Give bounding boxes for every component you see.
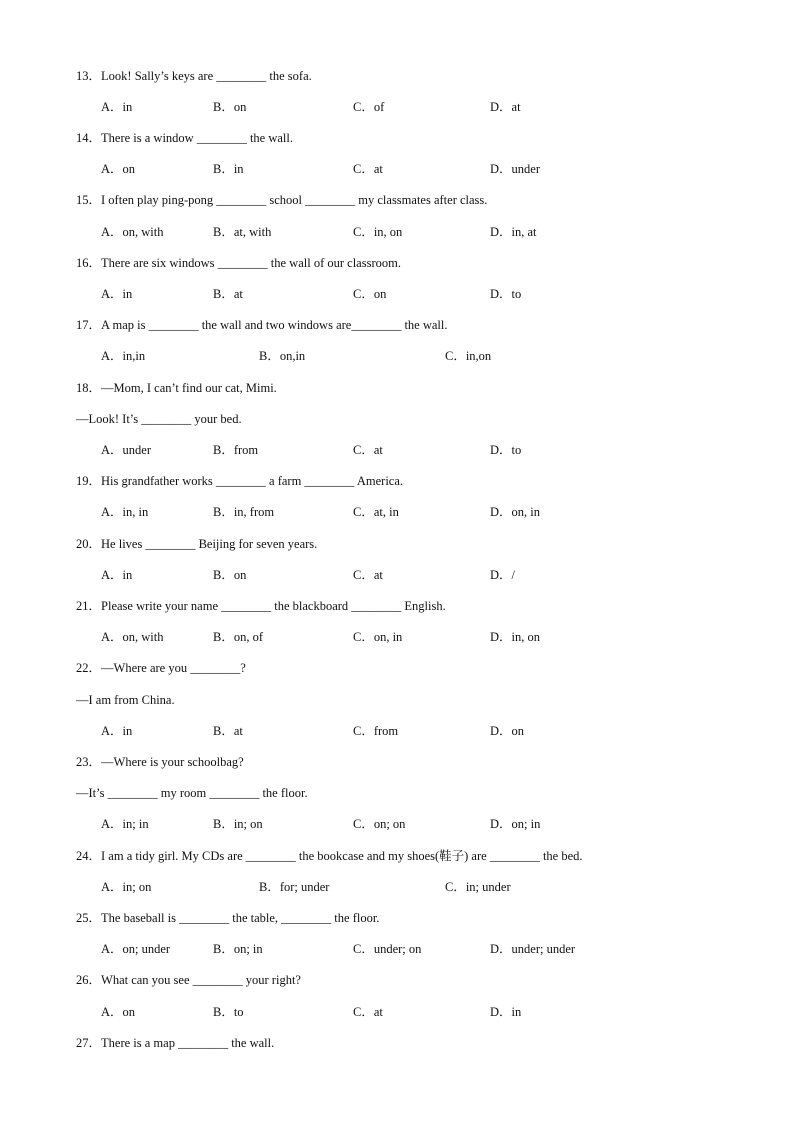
question-text: —Mom, I can’t find our cat, Mimi. (101, 381, 277, 395)
option-d: D．under; under (490, 942, 576, 956)
question-text: I often play ping-pong ________ school ________ my classmates after class. (101, 193, 488, 207)
question-number: 19． (76, 474, 102, 488)
option-b: B．on (213, 100, 247, 114)
question-16 (76, 255, 401, 271)
option-d: D．in, at (490, 225, 537, 239)
option-a: A．on; under (101, 942, 171, 956)
question-text: The baseball is ________ the table, ________ the floor. (101, 911, 380, 925)
question-17 (76, 317, 448, 333)
question-number: 23． (76, 755, 102, 769)
option-b: B．in (213, 162, 244, 176)
question-26 (76, 972, 301, 988)
option-c: C．in, on (353, 225, 403, 239)
question-text: Please write your name ________ the blackboard ________ English. (101, 599, 446, 613)
option-a: A．in (101, 287, 133, 301)
option-a: A．in; in (101, 817, 149, 831)
question-number: 24． (76, 849, 102, 863)
option-b: B．at (213, 724, 243, 738)
question-text-line2: —I am from China. (76, 693, 175, 707)
option-c: C．of (353, 100, 385, 114)
question-text: —Where are you ________? (101, 661, 246, 675)
question-23 (76, 754, 244, 770)
option-b: B．at, with (213, 225, 272, 239)
option-a: A．on, with (101, 225, 164, 239)
question-text: There is a window ________ the wall. (101, 131, 293, 145)
option-b: B．in; on (213, 817, 263, 831)
option-c: C．at (353, 443, 383, 457)
option-a: A．in (101, 724, 133, 738)
question-text: —Where is your schoolbag? (101, 755, 244, 769)
option-a: A．under (101, 443, 151, 457)
option-b: B．on (213, 568, 247, 582)
option-c: C．in,on (445, 349, 492, 363)
question-number: 17． (76, 318, 102, 332)
question-text: I am a tidy girl. My CDs are ________ the bookcase and my shoes(鞋子) are ________ the bed. (101, 849, 583, 863)
option-d: D．to (490, 443, 522, 457)
option-b: B．to (213, 1005, 244, 1019)
question-number: 21． (76, 599, 102, 613)
question-number: 20． (76, 537, 102, 551)
option-d: D．on (490, 724, 525, 738)
question-text-line2: —Look! It’s ________ your bed. (76, 412, 242, 426)
question-14 (76, 130, 293, 146)
question-text: Look! Sally’s keys are ________ the sofa. (101, 69, 312, 83)
option-d: D．in, on (490, 630, 541, 644)
question-number: 13． (76, 69, 102, 83)
question-19 (76, 473, 403, 489)
question-number: 26． (76, 973, 102, 987)
option-b: B．at (213, 287, 243, 301)
option-b: B．on; in (213, 942, 263, 956)
question-text: There are six windows ________ the wall of our classroom. (101, 256, 401, 270)
question-20 (76, 536, 317, 552)
question-27 (76, 1035, 274, 1051)
option-a: A．in, in (101, 505, 149, 519)
option-c: C．on, in (353, 630, 403, 644)
option-c: C．on; on (353, 817, 406, 831)
option-a: A．in; on (101, 880, 152, 894)
question-text: He lives ________ Beijing for seven years. (101, 537, 318, 551)
question-15 (76, 192, 487, 208)
question-text: There is a map ________ the wall. (101, 1036, 275, 1050)
question-number: 15． (76, 193, 102, 207)
option-b: B．on,in (259, 349, 306, 363)
question-number: 27． (76, 1036, 102, 1050)
option-c: C．at, in (353, 505, 399, 519)
option-c: C．at (353, 162, 383, 176)
option-b: B．in, from (213, 505, 275, 519)
option-a: A．in (101, 568, 133, 582)
option-d: D．to (490, 287, 522, 301)
option-c: C．from (353, 724, 399, 738)
option-d: D．in (490, 1005, 522, 1019)
question-22 (76, 660, 246, 676)
option-c: C．on (353, 287, 387, 301)
option-d: D．at (490, 100, 521, 114)
option-c: C．under; on (353, 942, 422, 956)
option-d: D．on; in (490, 817, 541, 831)
question-number: 22． (76, 661, 102, 675)
question-number: 18． (76, 381, 102, 395)
option-a: A．on (101, 1005, 136, 1019)
question-text: His grandfather works ________ a farm ________ America. (101, 474, 404, 488)
option-d: D．on, in (490, 505, 541, 519)
option-d: D．/ (490, 568, 516, 582)
question-number: 14． (76, 131, 102, 145)
question-text: What can you see ________ your right? (101, 973, 301, 987)
question-13 (76, 68, 312, 84)
question-number: 25． (76, 911, 102, 925)
question-number: 16． (76, 256, 102, 270)
option-a: A．on (101, 162, 136, 176)
question-21 (76, 598, 446, 614)
option-c: C．in; under (445, 880, 511, 894)
option-a: A．in,in (101, 349, 146, 363)
option-b: B．for; under (259, 880, 330, 894)
question-text-line2: —It’s ________ my room ________ the floor. (76, 786, 308, 800)
option-a: A．on, with (101, 630, 164, 644)
option-a: A．in (101, 100, 133, 114)
question-24 (76, 848, 583, 864)
question-text: A map is ________ the wall and two windows are________ the wall. (101, 318, 448, 332)
question-18 (76, 380, 277, 396)
option-b: B．from (213, 443, 259, 457)
option-b: B．on, of (213, 630, 264, 644)
option-d: D．under (490, 162, 540, 176)
question-25 (76, 910, 379, 926)
option-c: C．at (353, 568, 383, 582)
option-c: C．at (353, 1005, 383, 1019)
